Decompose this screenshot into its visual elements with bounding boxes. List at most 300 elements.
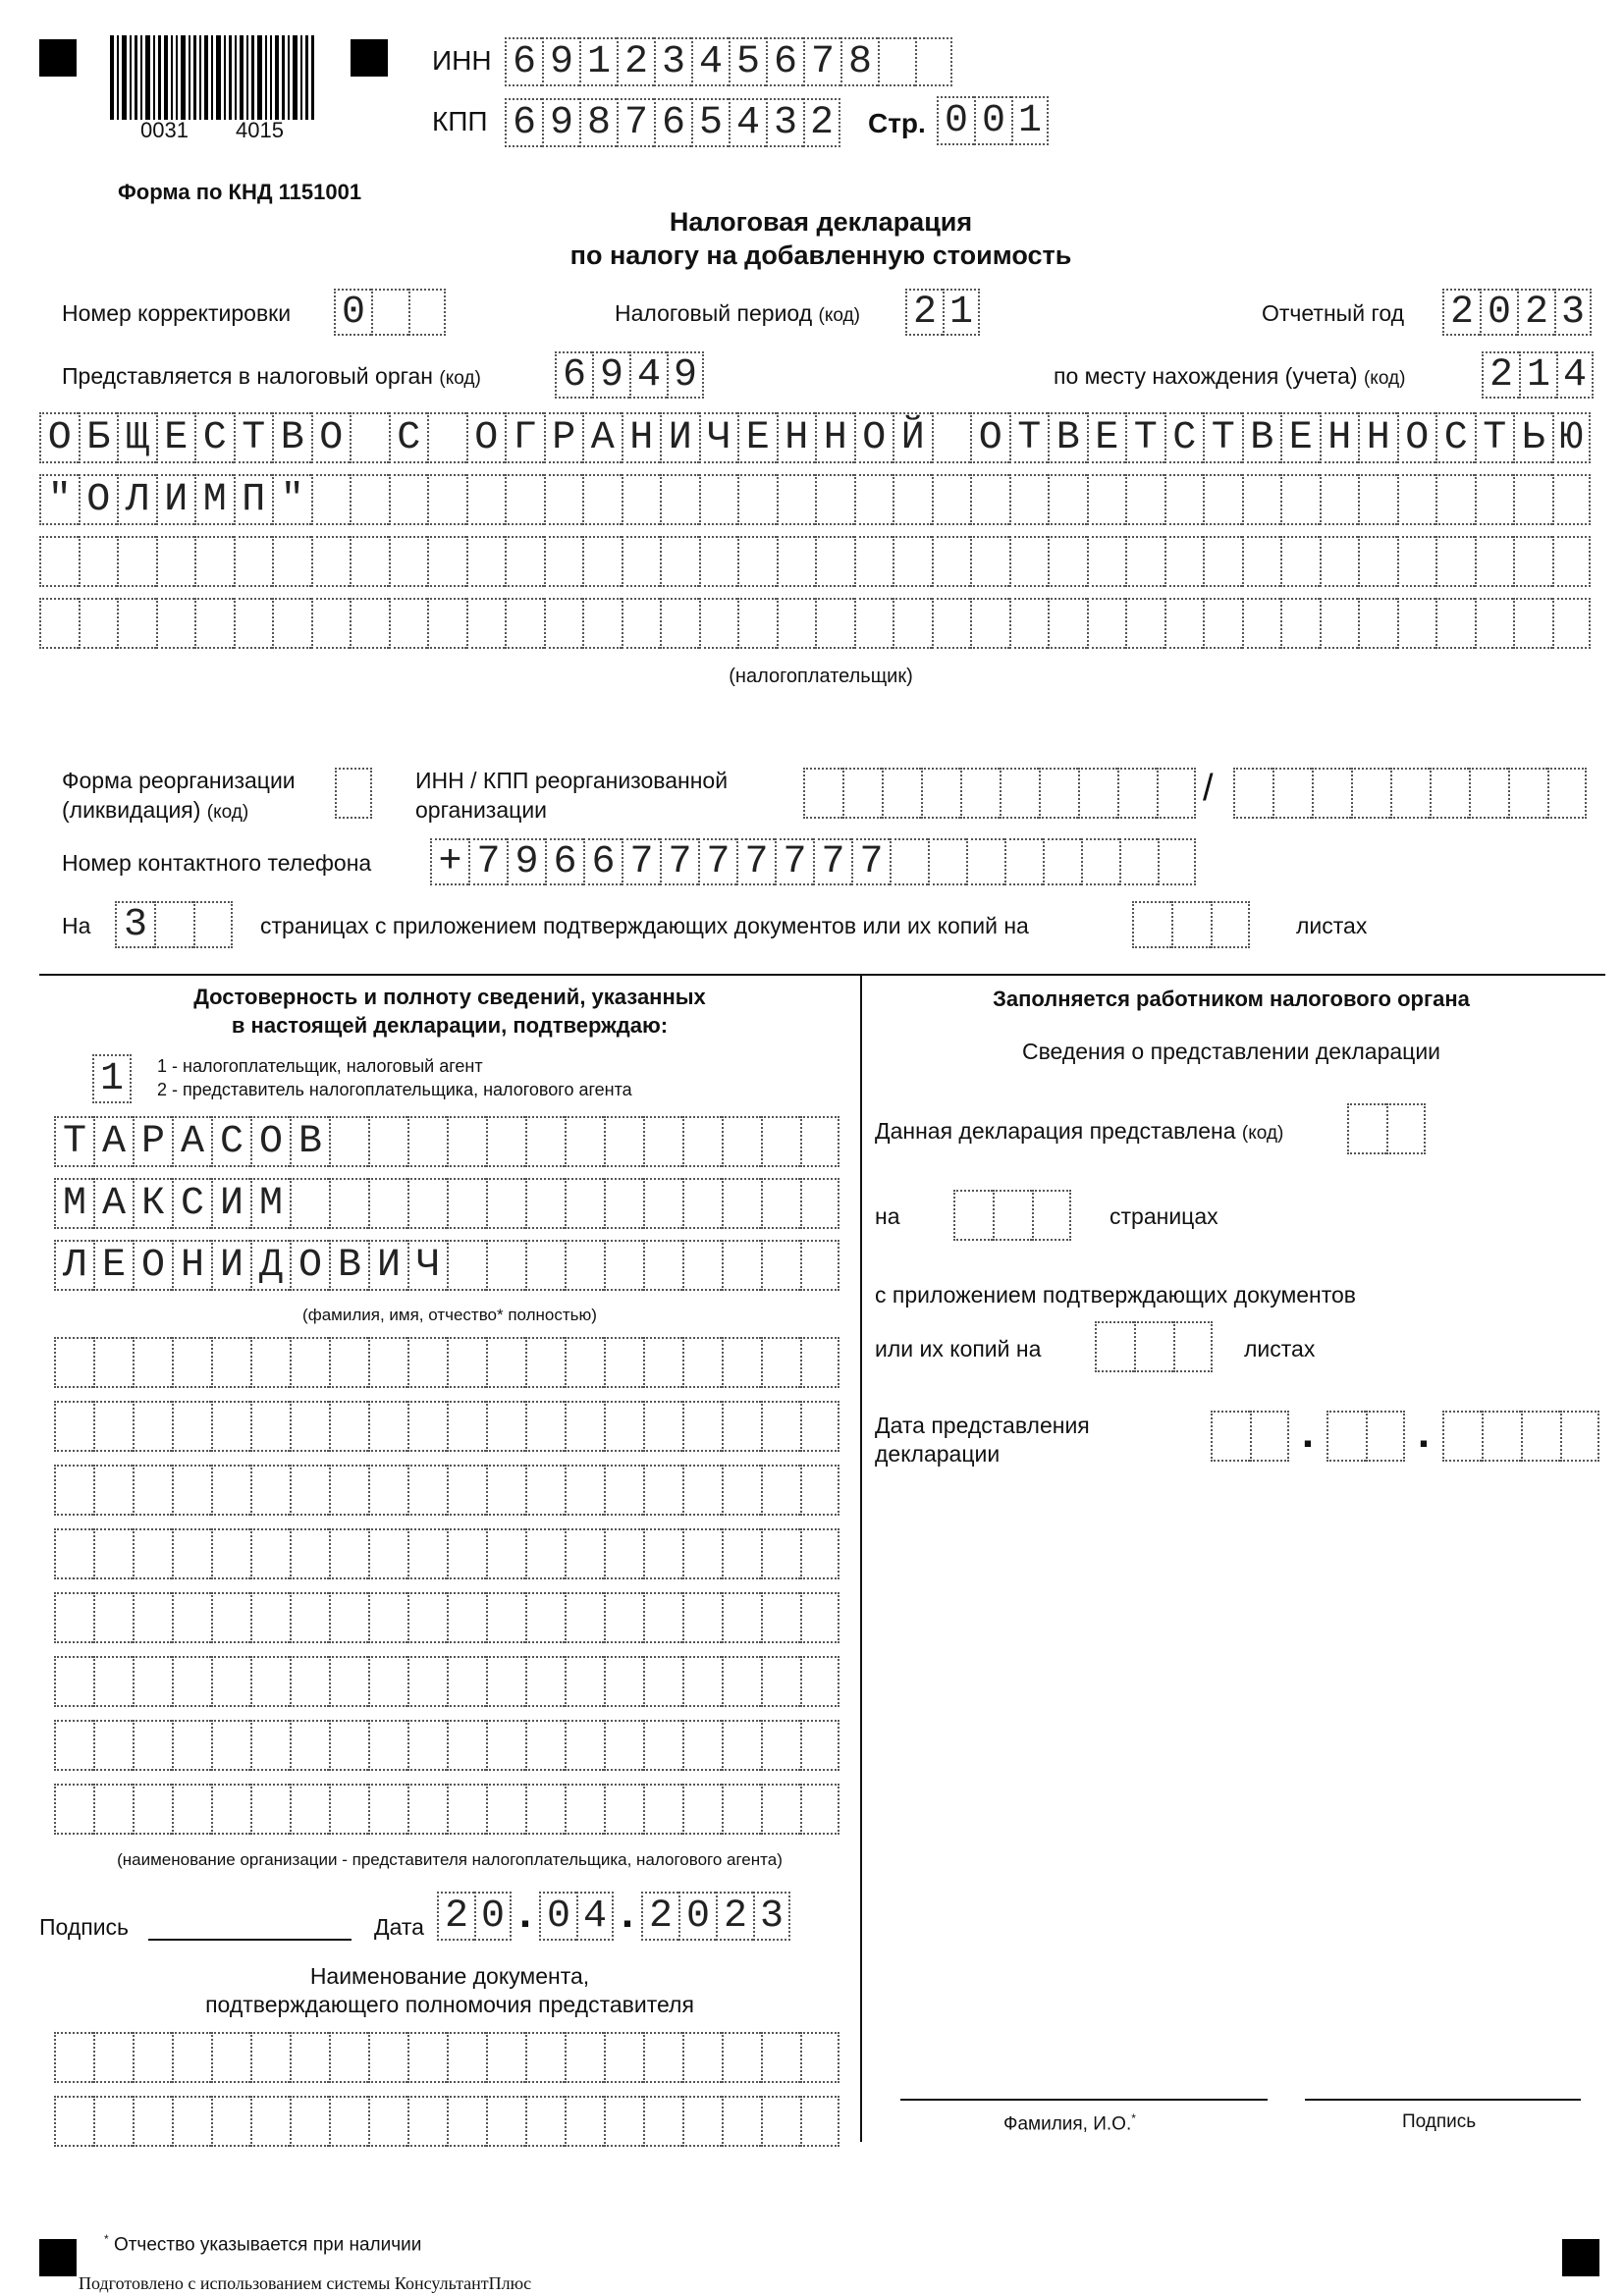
entry-cell[interactable] (722, 1401, 761, 1452)
entry-cell[interactable] (211, 2096, 250, 2147)
org-row-6[interactable] (54, 1656, 839, 1707)
entry-cell[interactable]: 4 (1556, 351, 1594, 399)
entry-cell[interactable] (525, 1465, 565, 1516)
entry-cell[interactable] (407, 2096, 447, 2147)
entry-cell[interactable] (211, 1784, 250, 1835)
entry-cell[interactable] (1358, 536, 1397, 587)
entry-cell[interactable] (407, 1337, 447, 1388)
entry-cell[interactable] (893, 598, 932, 649)
entry-cell[interactable] (447, 1116, 486, 1167)
year-cells[interactable] (1442, 289, 1592, 336)
entry-cell[interactable]: Н (815, 412, 854, 463)
entry-cell[interactable] (565, 1720, 604, 1771)
entry-cell[interactable] (660, 474, 699, 525)
entry-cell[interactable] (682, 1116, 722, 1167)
inn-cells[interactable] (505, 37, 952, 86)
entry-cell[interactable]: Т (1475, 412, 1514, 463)
entry-cell[interactable] (800, 1240, 839, 1291)
entry-cell[interactable] (699, 536, 738, 587)
entry-cell[interactable]: + (430, 838, 468, 885)
entry-cell[interactable] (604, 1720, 643, 1771)
entry-cell[interactable] (272, 598, 311, 649)
entry-cell[interactable] (1475, 598, 1514, 649)
entry-cell[interactable] (643, 1178, 682, 1229)
entry-cell[interactable] (761, 1116, 800, 1167)
entry-cell[interactable] (1547, 768, 1587, 819)
entry-cell[interactable] (953, 1190, 993, 1241)
entry-cell[interactable] (133, 2032, 172, 2083)
entry-cell[interactable] (1513, 598, 1552, 649)
entry-cell[interactable]: О (79, 474, 118, 525)
entry-cell[interactable] (1435, 474, 1475, 525)
entry-cell[interactable] (133, 1528, 172, 1579)
entry-cell[interactable]: Л (54, 1240, 93, 1291)
entry-cell[interactable] (1366, 1411, 1405, 1462)
entry-cell[interactable] (525, 1528, 565, 1579)
entry-cell[interactable]: В (329, 1240, 368, 1291)
tax-authority-cells[interactable] (555, 351, 704, 399)
org-row-7[interactable] (54, 1720, 839, 1771)
entry-cell[interactable]: 9 (667, 351, 704, 399)
entry-cell[interactable] (882, 768, 921, 819)
entry-cell[interactable] (582, 536, 622, 587)
entry-cell[interactable] (1087, 536, 1126, 587)
entry-cell[interactable]: 9 (542, 37, 579, 86)
entry-cell[interactable] (172, 1784, 211, 1835)
entry-cell[interactable] (970, 536, 1009, 587)
entry-cell[interactable]: 9 (592, 351, 629, 399)
entry-cell[interactable] (800, 2096, 839, 2147)
entry-cell[interactable]: 1 (943, 289, 980, 336)
entry-cell[interactable] (486, 2032, 525, 2083)
entry-cell[interactable] (993, 1190, 1032, 1241)
entry-cell[interactable] (427, 536, 466, 587)
entry-cell[interactable] (682, 1592, 722, 1643)
entry-cell[interactable] (1158, 838, 1196, 885)
entry-cell[interactable] (1211, 901, 1250, 948)
entry-cell[interactable] (660, 536, 699, 587)
entry-cell[interactable] (722, 1116, 761, 1167)
entry-cell[interactable] (290, 1337, 329, 1388)
entry-cell[interactable] (234, 536, 273, 587)
entry-cell[interactable] (1560, 1411, 1599, 1462)
entry-cell[interactable]: Г (505, 412, 544, 463)
entry-cell[interactable]: 5 (729, 37, 766, 86)
date-year-cells[interactable] (641, 1892, 790, 1941)
entry-cell[interactable] (290, 1178, 329, 1229)
entry-cell[interactable] (1397, 598, 1436, 649)
entry-cell[interactable] (1442, 1411, 1482, 1462)
entry-cell[interactable] (1508, 768, 1547, 819)
entry-cell[interactable] (368, 1337, 407, 1388)
entry-cell[interactable] (660, 598, 699, 649)
entry-cell[interactable] (722, 1240, 761, 1291)
entry-cell[interactable] (79, 598, 118, 649)
entry-cell[interactable] (368, 1592, 407, 1643)
entry-cell[interactable] (407, 1592, 447, 1643)
entry-cell[interactable] (1358, 474, 1397, 525)
entry-cell[interactable] (800, 1528, 839, 1579)
entry-cell[interactable] (1171, 901, 1211, 948)
entry-cell[interactable] (447, 1337, 486, 1388)
entry-cell[interactable] (815, 474, 854, 525)
right-sheets-cells[interactable] (1095, 1321, 1213, 1372)
entry-cell[interactable] (1087, 598, 1126, 649)
entry-cell[interactable] (486, 1401, 525, 1452)
entry-cell[interactable] (290, 1401, 329, 1452)
entry-cell[interactable] (466, 474, 506, 525)
entry-cell[interactable]: О (466, 412, 506, 463)
entry-cell[interactable] (893, 536, 932, 587)
entry-cell[interactable]: Н (1320, 412, 1359, 463)
entry-cell[interactable]: С (1164, 412, 1204, 463)
entry-cell[interactable] (290, 1528, 329, 1579)
entry-cell[interactable] (643, 1401, 682, 1452)
entry-cell[interactable]: А (93, 1116, 133, 1167)
entry-cell[interactable] (211, 2032, 250, 2083)
entry-cell[interactable] (761, 2096, 800, 2147)
entry-cell[interactable] (682, 1465, 722, 1516)
entry-cell[interactable]: " (39, 474, 79, 525)
entry-cell[interactable]: 6 (654, 98, 691, 147)
entry-cell[interactable]: 2 (1442, 289, 1480, 336)
correction-cells[interactable] (334, 289, 446, 336)
entry-cell[interactable]: С (1435, 412, 1475, 463)
entry-cell[interactable] (93, 1720, 133, 1771)
entry-cell[interactable] (368, 1116, 407, 1167)
entry-cell[interactable]: 3 (1554, 289, 1592, 336)
entry-cell[interactable]: О (311, 412, 351, 463)
entry-cell[interactable] (1513, 536, 1552, 587)
entry-cell[interactable] (604, 2032, 643, 2083)
entry-cell[interactable] (93, 1592, 133, 1643)
entry-cell[interactable] (290, 1465, 329, 1516)
entry-cell[interactable]: 4 (629, 351, 667, 399)
entry-cell[interactable] (761, 1337, 800, 1388)
entry-cell[interactable] (682, 1528, 722, 1579)
entry-cell[interactable]: Ь (1513, 412, 1552, 463)
entry-cell[interactable] (525, 2096, 565, 2147)
entry-cell[interactable]: А (582, 412, 622, 463)
entry-cell[interactable] (737, 598, 777, 649)
entry-cell[interactable] (486, 1178, 525, 1229)
entry-cell[interactable] (565, 1784, 604, 1835)
location-cells[interactable] (1482, 351, 1594, 399)
entry-cell[interactable]: Щ (117, 412, 156, 463)
entry-cell[interactable] (800, 1465, 839, 1516)
inspector-signature-line[interactable] (1305, 2099, 1581, 2101)
entry-cell[interactable] (761, 1178, 800, 1229)
entry-cell[interactable] (722, 1528, 761, 1579)
entry-cell[interactable] (604, 1178, 643, 1229)
entry-cell[interactable] (604, 1656, 643, 1707)
entry-cell[interactable]: 4 (729, 98, 766, 147)
entry-cell[interactable] (329, 2032, 368, 2083)
entry-cell[interactable] (193, 901, 233, 948)
entry-cell[interactable]: 6 (505, 37, 542, 86)
entry-cell[interactable] (604, 1784, 643, 1835)
entry-cell[interactable] (290, 2032, 329, 2083)
doc-row-2[interactable] (54, 2096, 839, 2147)
entry-cell[interactable] (643, 1465, 682, 1516)
entry-cell[interactable]: 2 (1517, 289, 1554, 336)
entry-cell[interactable] (311, 474, 351, 525)
entry-cell[interactable]: Й (893, 412, 932, 463)
entry-cell[interactable]: Д (250, 1240, 290, 1291)
entry-cell[interactable] (761, 1465, 800, 1516)
entry-cell[interactable]: Б (79, 412, 118, 463)
entry-cell[interactable] (447, 1401, 486, 1452)
entry-cell[interactable] (525, 1401, 565, 1452)
entry-cell[interactable]: В (290, 1116, 329, 1167)
entry-cell[interactable] (890, 838, 928, 885)
entry-cell[interactable] (93, 1337, 133, 1388)
entry-cell[interactable] (368, 1178, 407, 1229)
entry-cell[interactable]: С (194, 412, 234, 463)
entry-cell[interactable] (565, 1240, 604, 1291)
entry-cell[interactable] (250, 1592, 290, 1643)
entry-cell[interactable] (1475, 536, 1514, 587)
entry-cell[interactable] (1475, 474, 1514, 525)
entry-cell[interactable] (54, 1592, 93, 1643)
entry-cell[interactable] (1513, 474, 1552, 525)
entry-cell[interactable]: 4 (691, 37, 729, 86)
entry-cell[interactable] (800, 2032, 839, 2083)
entry-cell[interactable]: 0 (334, 289, 371, 336)
entry-cell[interactable] (54, 1401, 93, 1452)
entry-cell[interactable]: К (133, 1178, 172, 1229)
entry-cell[interactable] (1043, 838, 1081, 885)
entry-cell[interactable] (407, 1401, 447, 1452)
entry-cell[interactable] (1157, 768, 1196, 819)
entry-cell[interactable]: М (54, 1178, 93, 1229)
entry-cell[interactable] (1009, 598, 1049, 649)
entry-cell[interactable] (1469, 768, 1508, 819)
entry-cell[interactable] (800, 1401, 839, 1452)
entry-cell[interactable] (1081, 838, 1119, 885)
taxpayer-row-2[interactable] (39, 474, 1591, 525)
entry-cell[interactable] (250, 1337, 290, 1388)
entry-cell[interactable]: 7 (468, 838, 507, 885)
entry-cell[interactable] (133, 1656, 172, 1707)
entry-cell[interactable] (761, 1784, 800, 1835)
entry-cell[interactable]: Е (93, 1240, 133, 1291)
entry-cell[interactable]: Т (1009, 412, 1049, 463)
entry-cell[interactable] (525, 1784, 565, 1835)
entry-cell[interactable] (368, 2096, 407, 2147)
entry-cell[interactable] (582, 474, 622, 525)
entry-cell[interactable] (486, 1528, 525, 1579)
entry-cell[interactable] (960, 768, 1000, 819)
entry-cell[interactable] (329, 1528, 368, 1579)
entry-cell[interactable] (1233, 768, 1272, 819)
entry-cell[interactable]: 6 (583, 838, 622, 885)
entry-cell[interactable]: Л (117, 474, 156, 525)
entry-cell[interactable]: Т (1125, 412, 1164, 463)
entry-cell[interactable] (722, 1784, 761, 1835)
entry-cell[interactable] (1312, 768, 1351, 819)
entry-cell[interactable]: 3 (753, 1892, 790, 1941)
entry-cell[interactable]: Е (1280, 412, 1320, 463)
entry-cell[interactable] (1009, 536, 1049, 587)
entry-cell[interactable] (1552, 598, 1592, 649)
entry-cell[interactable] (211, 1337, 250, 1388)
entry-cell[interactable]: 7 (851, 838, 890, 885)
entry-cell[interactable] (682, 2032, 722, 2083)
entry-cell[interactable]: 6 (766, 37, 803, 86)
entry-cell[interactable] (133, 1784, 172, 1835)
entry-cell[interactable] (1048, 598, 1087, 649)
entry-cell[interactable] (447, 1528, 486, 1579)
entry-cell[interactable] (211, 1720, 250, 1771)
entry-cell[interactable]: Н (1358, 412, 1397, 463)
entry-cell[interactable] (350, 536, 389, 587)
entry-cell[interactable]: 7 (813, 838, 851, 885)
entry-cell[interactable]: 3 (766, 98, 803, 147)
entry-cell[interactable]: Н (172, 1240, 211, 1291)
entry-cell[interactable] (643, 1116, 682, 1167)
signature-line[interactable] (148, 1939, 352, 1941)
entry-cell[interactable]: О (290, 1240, 329, 1291)
page-cells[interactable] (937, 96, 1049, 145)
entry-cell[interactable]: 2 (905, 289, 943, 336)
entry-cell[interactable] (525, 1656, 565, 1707)
entry-cell[interactable] (486, 1240, 525, 1291)
entry-cell[interactable] (722, 1656, 761, 1707)
entry-cell[interactable] (643, 1240, 682, 1291)
entry-cell[interactable] (643, 1337, 682, 1388)
entry-cell[interactable] (1132, 901, 1171, 948)
entry-cell[interactable] (622, 598, 661, 649)
entry-cell[interactable]: 8 (579, 98, 617, 147)
entry-cell[interactable] (290, 1656, 329, 1707)
entry-cell[interactable] (761, 1401, 800, 1452)
entry-cell[interactable] (368, 1528, 407, 1579)
entry-cell[interactable] (172, 2096, 211, 2147)
entry-cell[interactable]: 2 (437, 1892, 474, 1941)
entry-cell[interactable] (133, 1337, 172, 1388)
entry-cell[interactable] (1272, 768, 1312, 819)
reorg-inn-cells[interactable] (803, 768, 1196, 819)
taxpayer-row-4[interactable] (39, 598, 1591, 649)
entry-cell[interactable]: 7 (622, 838, 660, 885)
name-row-2[interactable] (54, 1178, 839, 1229)
entry-cell[interactable] (1320, 536, 1359, 587)
entry-cell[interactable] (350, 598, 389, 649)
entry-cell[interactable] (368, 1401, 407, 1452)
entry-cell[interactable]: Т (54, 1116, 93, 1167)
org-row-1[interactable] (54, 1337, 839, 1388)
entry-cell[interactable] (800, 1656, 839, 1707)
entry-cell[interactable] (643, 1720, 682, 1771)
entry-cell[interactable] (407, 1528, 447, 1579)
entry-cell[interactable]: И (156, 474, 195, 525)
entry-cell[interactable] (407, 1784, 447, 1835)
entry-cell[interactable] (154, 901, 193, 948)
entry-cell[interactable] (1552, 536, 1592, 587)
date-field[interactable] (437, 1892, 790, 1941)
entry-cell[interactable] (1117, 768, 1157, 819)
entry-cell[interactable]: С (211, 1116, 250, 1167)
entry-cell[interactable] (290, 2096, 329, 2147)
entry-cell[interactable] (1242, 536, 1281, 587)
entry-cell[interactable] (486, 1465, 525, 1516)
entry-cell[interactable] (525, 1337, 565, 1388)
entry-cell[interactable] (893, 474, 932, 525)
entry-cell[interactable] (932, 598, 971, 649)
entry-cell[interactable] (682, 1240, 722, 1291)
entry-cell[interactable] (604, 2096, 643, 2147)
entry-cell[interactable]: Т (1203, 412, 1242, 463)
date-month-cells[interactable] (539, 1892, 614, 1941)
entry-cell[interactable] (565, 1592, 604, 1643)
entry-cell[interactable] (761, 1656, 800, 1707)
entry-cell[interactable] (682, 1784, 722, 1835)
entry-cell[interactable] (211, 1401, 250, 1452)
entry-cell[interactable] (407, 2032, 447, 2083)
entry-cell[interactable] (582, 598, 622, 649)
entry-cell[interactable] (447, 1784, 486, 1835)
entry-cell[interactable] (486, 1784, 525, 1835)
entry-cell[interactable] (1134, 1321, 1173, 1372)
entry-cell[interactable] (970, 474, 1009, 525)
entry-cell[interactable] (604, 1240, 643, 1291)
entry-cell[interactable]: 2 (803, 98, 840, 147)
taxpayer-row-1[interactable] (39, 412, 1591, 463)
entry-cell[interactable] (1000, 768, 1039, 819)
entry-cell[interactable] (311, 598, 351, 649)
entry-cell[interactable] (1347, 1103, 1386, 1154)
entry-cell[interactable]: Т (234, 412, 273, 463)
entry-cell[interactable] (211, 1656, 250, 1707)
entry-cell[interactable] (682, 1178, 722, 1229)
entry-cell[interactable]: 7 (736, 838, 775, 885)
entry-cell[interactable] (505, 474, 544, 525)
entry-cell[interactable] (604, 1401, 643, 1452)
name-row-3[interactable] (54, 1240, 839, 1291)
entry-cell[interactable] (54, 1656, 93, 1707)
entry-cell[interactable]: И (660, 412, 699, 463)
entry-cell[interactable] (1552, 474, 1592, 525)
entry-cell[interactable]: 2 (617, 37, 654, 86)
entry-cell[interactable] (1164, 474, 1204, 525)
entry-cell[interactable]: " (272, 474, 311, 525)
entry-cell[interactable] (800, 1720, 839, 1771)
entry-cell[interactable] (643, 1656, 682, 1707)
entry-cell[interactable] (290, 1592, 329, 1643)
entry-cell[interactable] (1173, 1321, 1213, 1372)
entry-cell[interactable] (1125, 536, 1164, 587)
entry-cell[interactable] (172, 1656, 211, 1707)
entry-cell[interactable] (133, 1465, 172, 1516)
entry-cell[interactable] (761, 2032, 800, 2083)
entry-cell[interactable] (211, 1465, 250, 1516)
entry-cell[interactable] (970, 598, 1009, 649)
entry-cell[interactable] (368, 1465, 407, 1516)
period-cells[interactable] (905, 289, 980, 336)
entry-cell[interactable] (54, 1465, 93, 1516)
entry-cell[interactable] (966, 838, 1004, 885)
entry-cell[interactable] (466, 598, 506, 649)
entry-cell[interactable]: М (194, 474, 234, 525)
entry-cell[interactable]: О (970, 412, 1009, 463)
entry-cell[interactable] (329, 1656, 368, 1707)
entry-cell[interactable] (54, 1528, 93, 1579)
entry-cell[interactable] (815, 536, 854, 587)
entry-cell[interactable] (682, 1656, 722, 1707)
entry-cell[interactable] (329, 1337, 368, 1388)
entry-cell[interactable] (1242, 598, 1281, 649)
